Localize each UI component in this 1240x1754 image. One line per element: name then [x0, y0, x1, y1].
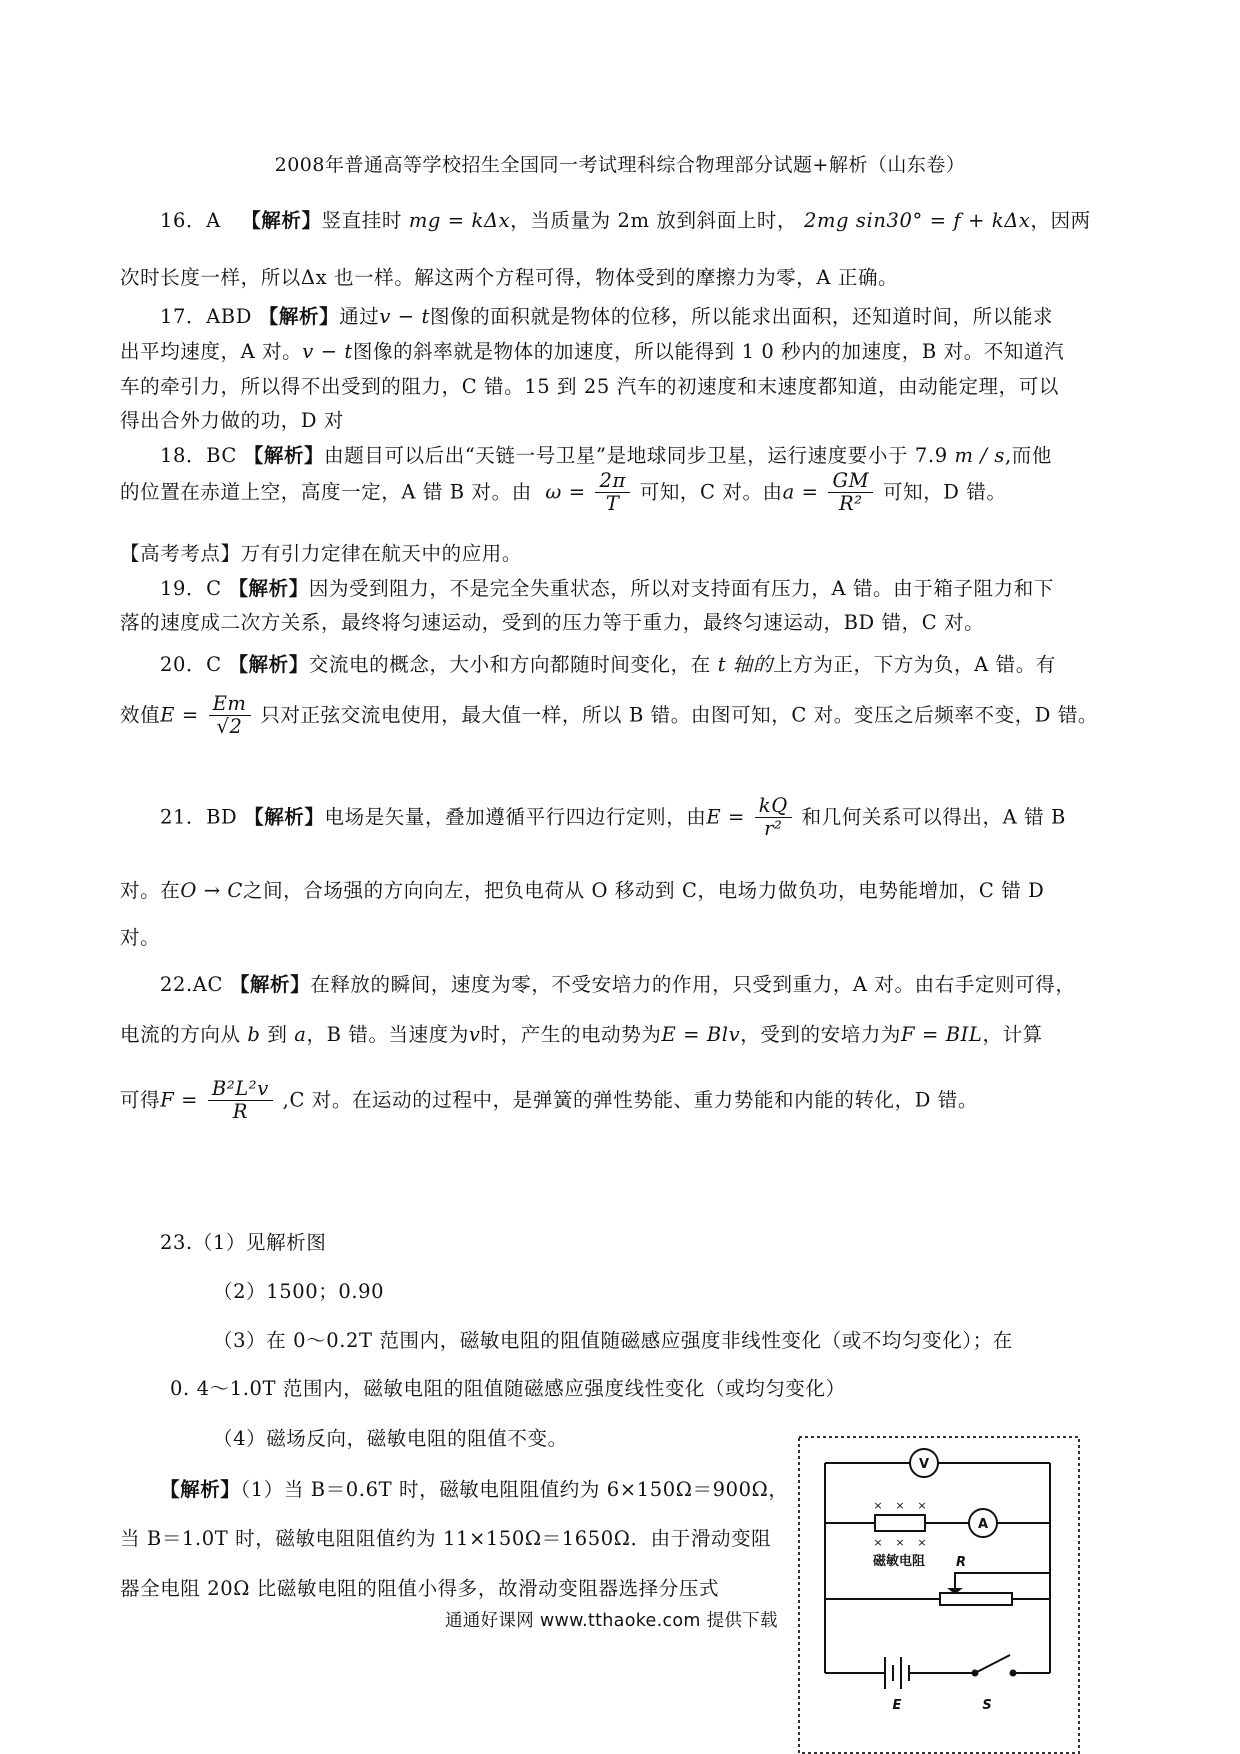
- q18-line-2: 的位置在赤道上空，高度一定，A 错 B 对。由 ω = $\frac{2\pi}{T}$ 可知，C 对。由a = $\frac{GM}{\text{R²}}$ 可知，D 错。: [120, 469, 1007, 516]
- q23-answer-3: （3）在 0～0.2T 范围内，磁敏电阻的阻值随磁感应强度非线性变化（或不均匀变化）；在: [213, 1329, 1013, 1352]
- q23-answer-3-cont: 0. 4～1.0T 范围内，磁敏电阻的阻值随磁感应强度线性变化（或均匀变化）: [170, 1377, 846, 1400]
- fraction-b2l2v-over-r: $\frac{\text{B²L²v}}{R}$: [208, 1078, 273, 1124]
- magneto-resistor-symbol: [875, 1515, 925, 1531]
- svg-text:×: ×: [873, 1536, 883, 1549]
- q20-line-2: 效值E = $\frac{Em}{√2}$ 只对正弦交流电使用，最大值一样，所以 B 错。由图可知，C 对。变压之后频率不变，D 错。: [120, 692, 1099, 739]
- q23-answer-1: 23.（1）见解析图: [160, 1231, 327, 1254]
- svg-text:×: ×: [895, 1536, 905, 1549]
- svg-text:×: ×: [895, 1499, 905, 1512]
- magneto-resistor-label: 磁敏电阻: [872, 1554, 926, 1569]
- q22-line-2: 电流的方向从 b 到 a，B 错。当速度为v时，产生的电动势为E = Blv，受到的安培力为F = BIL，计算: [120, 1023, 1043, 1046]
- page-title: 2008年普通高等学校招生全国同一考试理科综合物理部分试题+解析（山东卷）: [274, 154, 966, 176]
- svg-text:×: ×: [917, 1499, 927, 1512]
- q23-explain-2: 当 B＝1.0T 时，磁敏电阻阻值约为 11×150Ω＝1650Ω．由于滑动变阻: [120, 1527, 772, 1550]
- q21-line-3: 对。: [120, 926, 161, 949]
- fraction-em-over-sqrt2: $\frac{Em}{√2}$: [209, 693, 251, 739]
- fraction-gm-over-r2: $\frac{GM}{\text{R²}}$: [828, 470, 873, 516]
- q17-line-1: 17．ABD 【解析】通过v − t图像的面积就是物体的位移，所以能求出面积，还知道时间，所以能求: [160, 305, 1054, 328]
- switch-symbol: [975, 1655, 1010, 1673]
- svg-text:×: ×: [917, 1536, 927, 1549]
- q16-line-1: 16．A 【解析】竖直挂时 mg = kΔx，当质量为 2m 放到斜面上时， 2mg sin30° = f + kΔx，因两: [160, 209, 1091, 232]
- fraction-2pi-over-t: $\frac{2\pi}{T}$: [595, 470, 629, 516]
- battery-label: E: [892, 1698, 902, 1713]
- rheostat-symbol: [940, 1593, 1012, 1605]
- q23-explain-3: 器全电阻 20Ω 比磁敏电阻的阻值小得多，故滑动变阻器选择分压式: [120, 1577, 720, 1600]
- q19-line-2: 落的速度成二次方关系，最终将匀速运动，受到的压力等于重力，最终匀速运动，BD 错，C 对。: [120, 611, 985, 634]
- fraction-kq-over-r2: $\frac{kQ}{\text{r²}}$: [755, 795, 792, 841]
- q18-line-1: 18．BC 【解析】由题目可以后出“天链一号卫星”是地球同步卫星，运行速度要小于 7.9 m / s,而他: [160, 444, 1052, 467]
- ammeter-label: A: [977, 1517, 989, 1532]
- voltmeter-label: V: [918, 1457, 930, 1472]
- q21-line-1: 21．BD 【解析】电场是矢量，叠加遵循平行四边行定则，由E = $\frac{kQ}{\text{r²}}$ 和几何关系可以得出，A 错 B: [160, 794, 1066, 841]
- q17-line-4: 得出合外力做的功，D 对: [120, 409, 345, 432]
- q23-explain-1: 【解析】（1）当 B＝0.6T 时，磁敏电阻阻值约为 6×150Ω＝900Ω，: [160, 1478, 789, 1501]
- page-footer: 通通好课网 www.tthaoke.com 提供下载: [445, 1611, 778, 1631]
- q22-line-3: 可得F = $\frac{\text{B²L²v}}{R}$ ,C 对。在运动的过程中，是弹簧的弹性势能、重力势能和内能的转化，D 错。: [120, 1077, 978, 1124]
- svg-text:×: ×: [873, 1499, 883, 1512]
- q22-line-1: 22.AC 【解析】在释放的瞬间，速度为零，不受安培力的作用，只受到重力，A 对。由右手定则可得，: [160, 973, 1076, 996]
- switch-label: S: [982, 1698, 992, 1713]
- q19-line-1: 19．C 【解析】因为受到阻力，不是完全失重状态，所以对支持面有压力，A 错。由于箱子阻力和下: [160, 577, 1054, 600]
- q23-answer-4: （4）磁场反向，磁敏电阻的阻值不变。: [213, 1427, 568, 1450]
- q23-answer-2: （2）1500；0.90: [213, 1280, 385, 1303]
- q17-line-3: 车的牵引力，所以得不出受到的阻力，C 错。15 到 25 汽车的初速度和末速度都知道，由动能定理，可以: [120, 375, 1059, 398]
- q16-line-2: 次时长度一样，所以Δx 也一样。解这两个方程可得，物体受到的摩擦力为零，A 正确。: [120, 266, 899, 289]
- circuit-diagram: [795, 1433, 1085, 1754]
- rheostat-label: R: [955, 1555, 967, 1570]
- q21-line-2: 对。在O → C之间，合场强的方向向左，把负电荷从 O 移动到 C，电场力做负功，电势能增加，C 错 D: [120, 879, 1045, 902]
- q20-line-1: 20．C 【解析】交流电的概念，大小和方向都随时间变化，在 t 轴的上方为正，下方为负，A 错。有: [160, 653, 1056, 676]
- q18-exam-point: 【高考考点】万有引力定律在航天中的应用。: [120, 542, 523, 565]
- q17-line-2: 出平均速度，A 对。v − t图像的斜率就是物体的加速度，所以能得到 1 0 秒内的加速度，B 对。不知道汽: [120, 340, 1065, 363]
